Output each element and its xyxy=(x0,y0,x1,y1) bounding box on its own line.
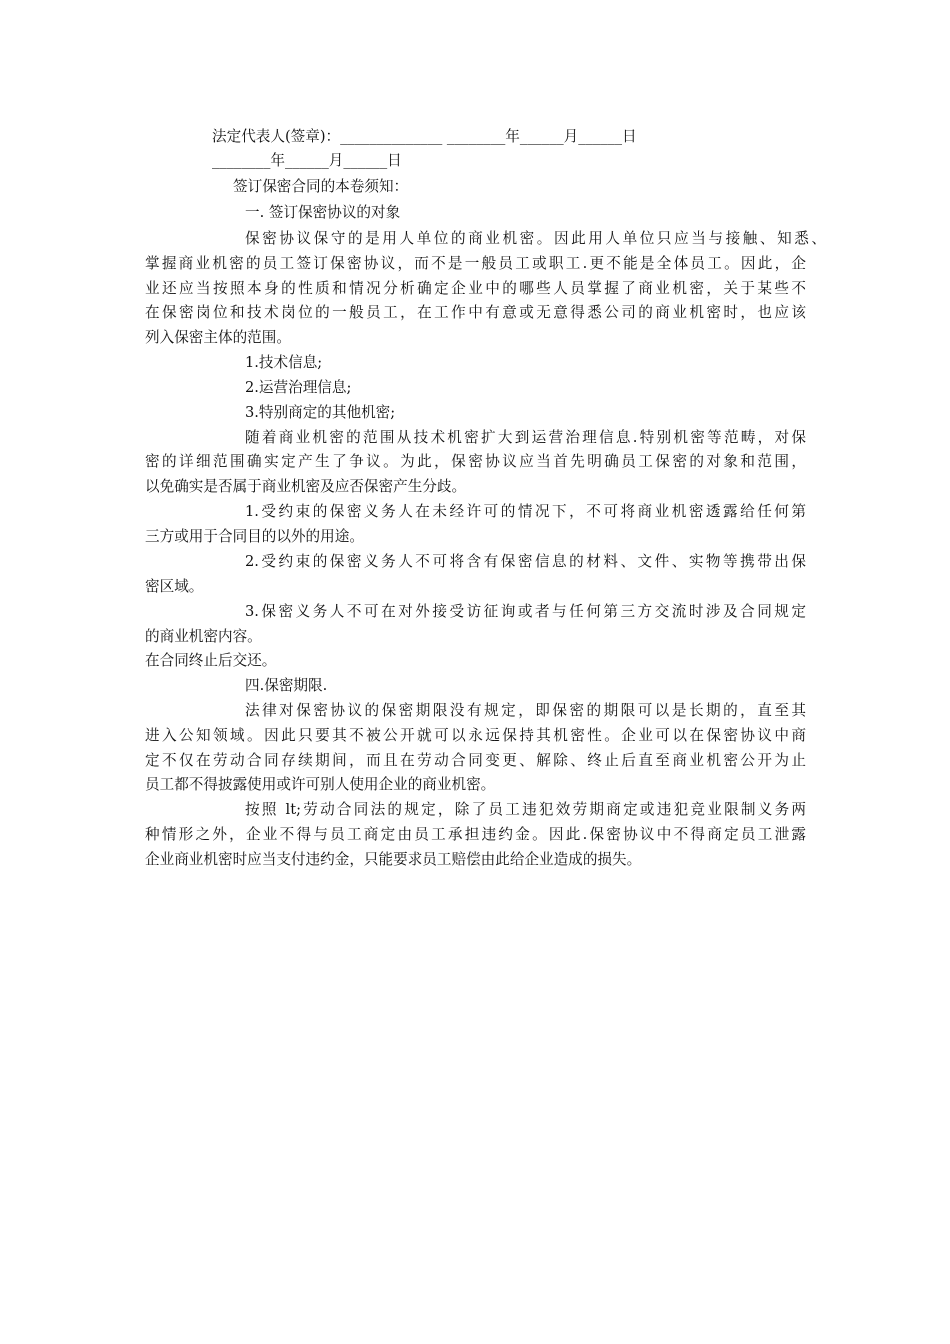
signature-line-1: 法定代表人(签章)：______________ ________年______月______日 xyxy=(212,128,637,145)
notice-heading: 签订保密合同的本卷须知： xyxy=(233,178,409,195)
paragraph-line: 掌握商业机密的员工签订保密协议，而不是一般员工或职工.更不能是全体员工。因此，企 xyxy=(145,255,806,272)
paragraph-line: 业还应当按照本身的性质和情况分析确定企业中的哪些人员掌握了商业机密，关于某些不 xyxy=(145,280,806,297)
paragraph-line: 种情形之外，企业不得与员工商定由员工承担违约金。因此.保密协议中不得商定员工泄露 xyxy=(145,826,806,843)
obligation-line: 3.保密义务人不可在对外接受访征询或者与任何第三方交流时涉及合同规定 xyxy=(245,603,806,620)
return-line: 在合同终止后交还。 xyxy=(145,652,277,669)
paragraph-line: 员工都不得披露使用或许可别人使用企业的商业机密。 xyxy=(145,776,496,793)
period-heading: 四.保密期限. xyxy=(245,677,328,694)
list-item: 2.运营治理信息; xyxy=(245,379,352,396)
paragraph-line: 列入保密主体的范围。 xyxy=(145,329,291,346)
paragraph-line: 定不仅在劳动合同存续期间，而且在劳动合同变更、解除、终止后直至商业机密公开为止 xyxy=(145,752,806,769)
paragraph-line: 法律对保密协议的保密期限没有规定，即保密的期限可以是长期的，直至其 xyxy=(245,702,806,719)
obligation-line: 的商业机密内容。 xyxy=(145,628,262,645)
paragraph-line: 按照 lt;劳动合同法的规定，除了员工违犯效劳期商定或违犯竞业限制义务两 xyxy=(245,801,806,818)
paragraph-line: 进入公知领域。因此只要其不被公开就可以永远保持其机密性。企业可以在保密协议中商 xyxy=(145,727,806,744)
paragraph-line: 企业商业机密时应当支付违约金，只能要求员工赔偿由此给企业造成的损失。 xyxy=(145,851,642,868)
obligation-line: 密区域。 xyxy=(145,578,204,595)
paragraph-line: 在保密岗位和技术岗位的一般员工，在工作中有意或无意得悉公司的商业机密时，也应该 xyxy=(145,304,806,321)
section-heading-1: 一. 签订保密协议的对象 xyxy=(245,204,401,221)
list-item: 3.特别商定的其他机密; xyxy=(245,404,396,421)
paragraph-line: 随着商业机密的范围从技术机密扩大到运营治理信息.特别机密等范畴，对保 xyxy=(245,429,806,446)
obligation-line: 1.受约束的保密义务人在未经许可的情况下，不可将商业机密透露给任何第 xyxy=(245,503,806,520)
obligation-line: 2.受约束的保密义务人不可将含有保密信息的材料、文件、实物等携带出保 xyxy=(245,553,806,570)
paragraph-line: 以免确实是否属于商业机密及应否保密产生分歧。 xyxy=(145,478,467,495)
list-item: 1.技术信息; xyxy=(245,354,323,371)
paragraph-line: 保密协议保守的是用人单位的商业机密。因此用人单位只应当与接触、知悉、 xyxy=(245,230,826,247)
obligation-line: 三方或用于合同目的以外的用途。 xyxy=(145,528,364,545)
paragraph-line: 密的详细范围确实定产生了争议。为此，保密协议应当首先明确员工保密的对象和范围， xyxy=(145,453,806,470)
signature-line-2: ________年______月______日 xyxy=(212,152,402,169)
